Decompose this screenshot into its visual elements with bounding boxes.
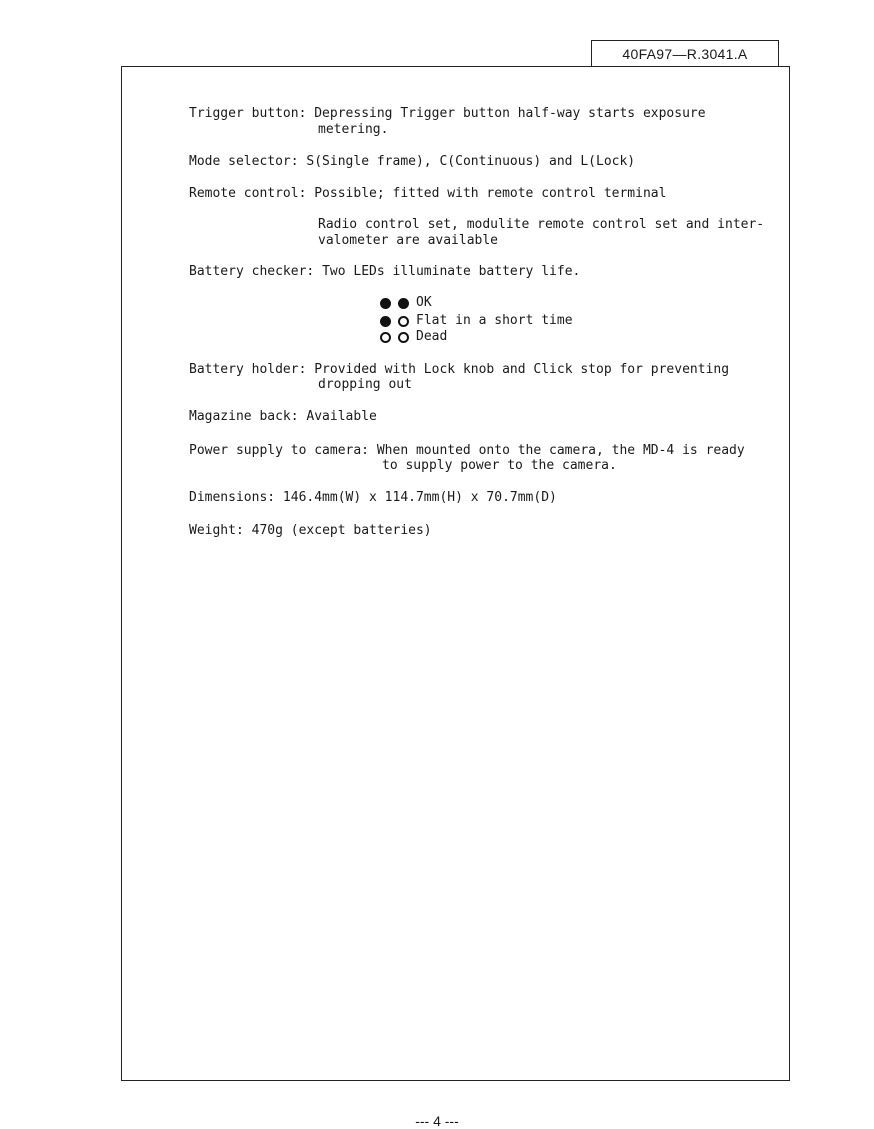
spec-label: Weight: (189, 523, 252, 538)
led-icon (380, 332, 391, 343)
remote-control-note-cont: valometer are available (318, 233, 499, 248)
remote-control-spec (189, 186, 666, 202)
page-number: --- 4 --- (415, 1113, 459, 1129)
spec-label: Dimensions: (189, 490, 283, 505)
battery-state-dead (380, 329, 447, 345)
spec-value: Provided with Lock knob and Click stop for preventing (314, 362, 730, 377)
spec-label: Trigger button: (189, 106, 315, 121)
document-code: 40FA97—R.3041.A (591, 40, 779, 66)
spec-value: Possible; fitted with remote control terminal (314, 186, 667, 201)
dimensions-spec (189, 490, 557, 506)
magazine-back-spec (189, 409, 377, 425)
power-supply-spec-cont: to supply power to the camera. (382, 458, 617, 473)
led-icon (380, 316, 391, 327)
spec-value: Depressing Trigger button half-way starts exposure (314, 106, 706, 121)
spec-value: Available (306, 409, 377, 424)
spec-value: Two LEDs illuminate battery life. (322, 264, 581, 279)
spec-label: Magazine back: (189, 409, 307, 424)
trigger-button-spec (189, 106, 706, 122)
spec-label: Power supply to camera: (189, 443, 377, 458)
led-icon (380, 298, 391, 309)
battery-holder-spec (189, 362, 729, 378)
battery-state-label: Dead (416, 329, 448, 344)
led-icon (398, 332, 409, 343)
spec-value: When mounted onto the camera, the MD-4 is ready (376, 443, 745, 458)
battery-state-flat (380, 313, 573, 329)
weight-spec (189, 523, 432, 539)
mode-selector-spec (189, 154, 635, 170)
led-icon (398, 316, 409, 327)
battery-state-label: OK (416, 295, 432, 310)
battery-holder-spec-cont: dropping out (318, 377, 412, 392)
spec-label: Battery holder: (189, 362, 315, 377)
battery-state-ok (380, 295, 432, 311)
spec-value: 146.4mm(W) x 114.7mm(H) x 70.7mm(D) (282, 490, 557, 505)
spec-value: S(Single frame), C(Continuous) and L(Lock) (306, 154, 636, 169)
spec-label: Remote control: (189, 186, 315, 201)
spec-value: 470g (except batteries) (251, 523, 432, 538)
battery-state-label: Flat in a short time (416, 313, 573, 328)
remote-control-note: Radio control set, modulite remote control set and inter- (318, 217, 765, 232)
trigger-button-spec-cont: metering. (318, 122, 389, 137)
spec-label: Battery checker: (189, 264, 323, 279)
spec-label: Mode selector: (189, 154, 307, 169)
battery-checker-spec (189, 264, 580, 280)
led-icon (398, 298, 409, 309)
power-supply-spec (189, 443, 745, 459)
